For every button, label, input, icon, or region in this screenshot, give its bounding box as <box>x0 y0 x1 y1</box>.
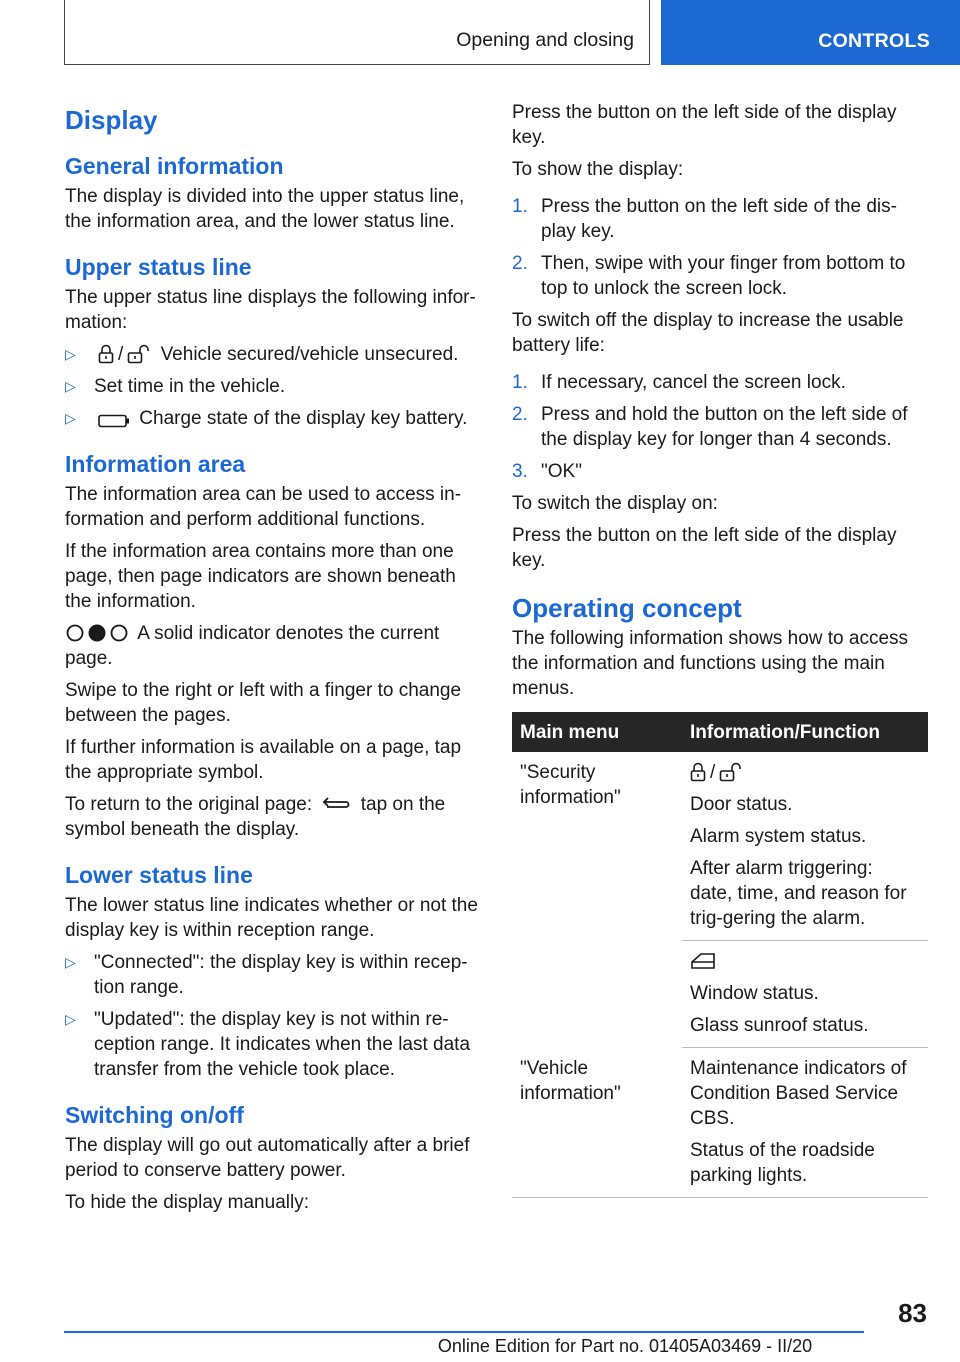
list-item: ▷ Charge state of the display key battery. <box>65 408 468 429</box>
list-item: 2. Then, swipe with your finger from bottom to top to unlock the screen lock. <box>512 253 906 299</box>
page-indicator-icon <box>65 623 129 643</box>
instruction-paragraph: Press the button on the left side of the display key. <box>512 525 897 571</box>
switching-text: To hide the display manually: <box>65 1192 309 1213</box>
unlocked-padlock-icon <box>127 344 151 364</box>
upper-status-list <box>65 342 480 431</box>
window-icon <box>690 951 716 971</box>
header-chapter-tab <box>661 0 960 65</box>
show-display-steps <box>512 194 928 301</box>
list-item: 1. Press the button on the left side of the dis‐play key. <box>512 196 897 242</box>
list-item: ▷ / Vehicle secured/vehicle unsecured. <box>65 344 459 365</box>
triangle-bullet-icon: ▷ <box>65 954 76 970</box>
triangle-bullet-icon: ▷ <box>65 410 76 426</box>
table-header-information: Information/Function <box>682 712 928 752</box>
operating-concept-text: The following information shows how to access the information and functions using the main menus. <box>512 628 909 699</box>
info-paragraph: To return to the original page: tap on the symbol beneath the display. <box>65 794 446 840</box>
chapter-title: CONTROLS <box>818 30 930 52</box>
menu-security-information: "Security information" <box>520 762 621 808</box>
battery-icon <box>98 414 130 428</box>
right-column <box>512 100 928 1198</box>
table-row <box>512 1048 928 1198</box>
table-cell: Maintenance indicators of Condition Based Service CBS. Status of the roadside parking lights. <box>682 1048 928 1198</box>
info-paragraph: The information area can be used to access in‐formation and perform additional functions. <box>65 484 462 530</box>
unlocked-padlock-icon <box>719 762 743 782</box>
upper-status-text: The upper status line displays the following infor‐mation: <box>65 287 476 333</box>
page-number: 83 <box>898 1298 927 1328</box>
lower-status-text: The lower status line indicates whether or not the display key is within reception range. <box>65 895 478 941</box>
list-item: 2. Press and hold the button on the left side of the display key for longer than 4 seconds. <box>512 404 908 450</box>
information-area-heading: Information area <box>65 451 246 477</box>
table-cell: / Door status. Alarm system status. After alarm triggering: date, time, and reason for trig‐gering the alarm. <box>682 752 928 941</box>
info-paragraph: If further information is available on a page, tap the appropriate symbol. <box>65 737 462 783</box>
switching-text: The display will go out automatically after a brief period to conserve battery power. <box>65 1135 470 1181</box>
table-cell: Window status. Glass sunroof status. <box>682 941 928 1048</box>
general-info-text: The display is divided into the upper status line, the information area, and the lower status line. <box>65 186 465 232</box>
table-row <box>512 752 928 941</box>
info-paragraph: If the information area contains more than one page, then page indicators are shown beneath the information. <box>65 541 456 612</box>
table-header-main-menu: Main menu <box>512 712 682 752</box>
left-column <box>65 100 480 1222</box>
menu-vehicle-information: "Vehicle information" <box>512 1048 682 1198</box>
instruction-paragraph: To show the display: <box>512 159 684 180</box>
edition-text: Online Edition for Part no. 01405A03469 - II/20 <box>437 1336 813 1356</box>
return-arrow-icon <box>321 796 351 814</box>
list-item: 3. "OK" <box>512 461 582 482</box>
display-heading: Display <box>65 105 158 135</box>
main-menu-table <box>512 712 928 1198</box>
info-paragraph: Swipe to the right or left with a finger to change between the pages. <box>65 680 462 726</box>
instruction-paragraph: To switch off the display to increase the usable battery life: <box>512 310 904 356</box>
list-item: ▷ "Connected": the display key is within recep‐tion range. <box>65 952 468 998</box>
operating-concept-heading: Operating concept <box>512 593 742 623</box>
lower-status-heading: Lower status line <box>65 862 253 888</box>
locked-padlock-icon <box>690 762 706 782</box>
list-item: ▷ "Updated": the display key is not within re‐ception range. It indicates when the last data transfer from the vehicle took place. <box>65 1009 471 1080</box>
triangle-bullet-icon: ▷ <box>65 346 76 362</box>
upper-status-heading: Upper status line <box>65 254 252 280</box>
info-paragraph: A solid indicator denotes the current page. <box>65 623 440 669</box>
list-item: 1. If necessary, cancel the screen lock. <box>512 372 846 393</box>
header-section-box <box>64 0 650 65</box>
list-item: ▷ Set time in the vehicle. <box>65 376 286 397</box>
instruction-paragraph: Press the button on the left side of the display key. <box>512 102 897 148</box>
instruction-paragraph: To switch the display on: <box>512 493 718 514</box>
lower-status-list <box>65 950 480 1082</box>
switch-off-steps <box>512 370 928 484</box>
triangle-bullet-icon: ▷ <box>65 1011 76 1027</box>
footer-divider <box>64 1331 864 1333</box>
general-info-heading: General information <box>65 153 284 179</box>
triangle-bullet-icon: ▷ <box>65 378 76 394</box>
section-title: Opening and closing <box>456 29 634 51</box>
switching-heading: Switching on/off <box>65 1102 244 1128</box>
locked-padlock-icon <box>98 344 114 364</box>
